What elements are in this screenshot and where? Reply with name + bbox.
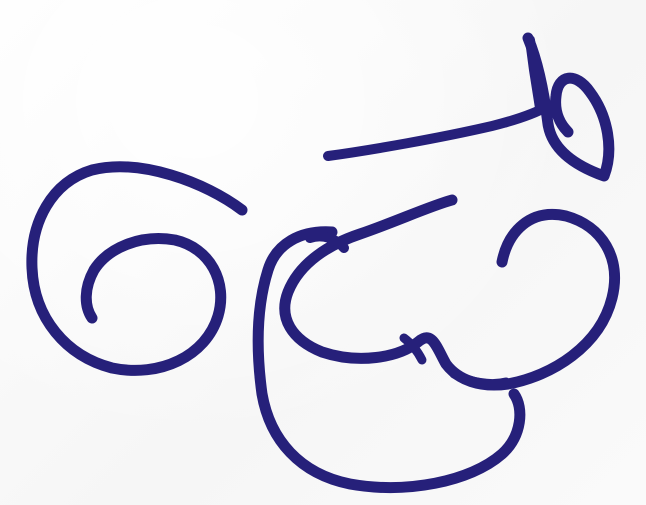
top-crossbar-stroke (328, 106, 548, 156)
signature-ink-strokes (32, 38, 615, 487)
flag-stem-stroke (530, 40, 540, 108)
left-spiral-stroke (32, 167, 242, 371)
bottom-dash-stroke (454, 374, 506, 384)
